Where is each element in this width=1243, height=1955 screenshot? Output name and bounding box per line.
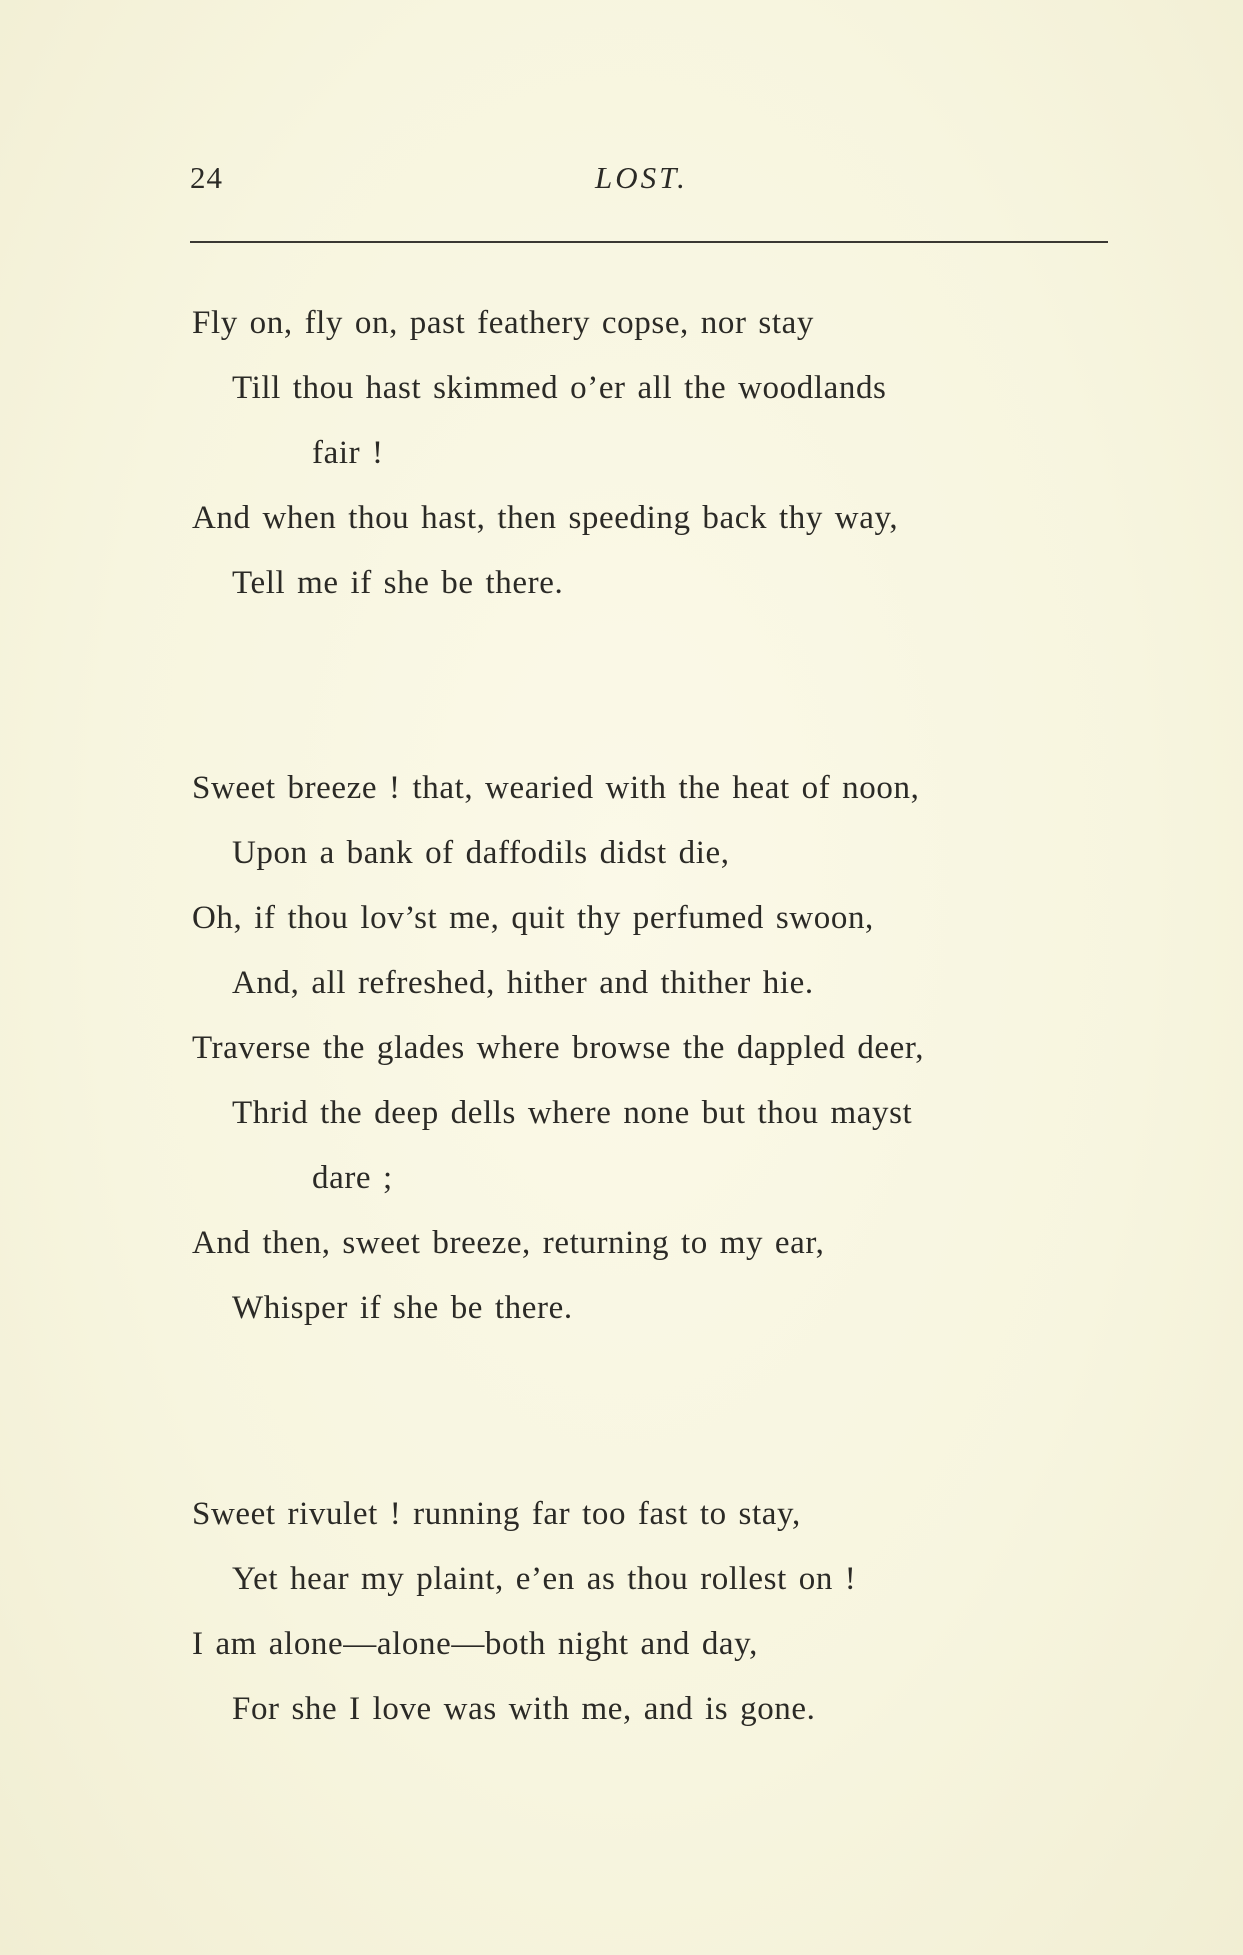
verse-line: And when thou hast, then speeding back thy way, <box>192 500 899 536</box>
verse-line: Whisper if she be there. <box>232 1290 573 1326</box>
verse-line: fair ! <box>312 435 384 471</box>
running-title: LOST. <box>595 160 688 195</box>
verse-line: Tell me if she be there. <box>232 565 564 601</box>
verse-line: Sweet rivulet ! running far too fast to stay, <box>192 1496 801 1532</box>
verse-line: Sweet breeze ! that, wearied with the heat of noon, <box>192 770 920 806</box>
verse-line: And, all refreshed, hither and thither hie. <box>232 965 814 1001</box>
verse-line: Traverse the glades where browse the dappled deer, <box>192 1030 925 1066</box>
verse-line: I am alone—alone—both night and day, <box>192 1626 758 1662</box>
header-rule <box>190 241 1108 243</box>
verse-line: Thrid the deep dells where none but thou mayst <box>232 1095 913 1131</box>
page-header <box>190 160 1110 210</box>
verse-line: For she I love was with me, and is gone. <box>232 1691 816 1727</box>
verse-line: And then, sweet breeze, returning to my ear, <box>192 1225 825 1261</box>
verse-line: dare ; <box>312 1160 393 1196</box>
page-number: 24 <box>190 160 223 195</box>
verse-line: Fly on, fly on, past feathery copse, nor stay <box>192 305 814 341</box>
verse-line: Oh, if thou lov’st me, quit thy perfumed swoon, <box>192 900 874 936</box>
verse-line: Yet hear my plaint, e’en as thou rollest on ! <box>232 1561 857 1597</box>
verse-line: Till thou hast skimmed o’er all the woodlands <box>232 370 887 406</box>
verse-line: Upon a bank of daffodils didst die, <box>232 835 730 871</box>
